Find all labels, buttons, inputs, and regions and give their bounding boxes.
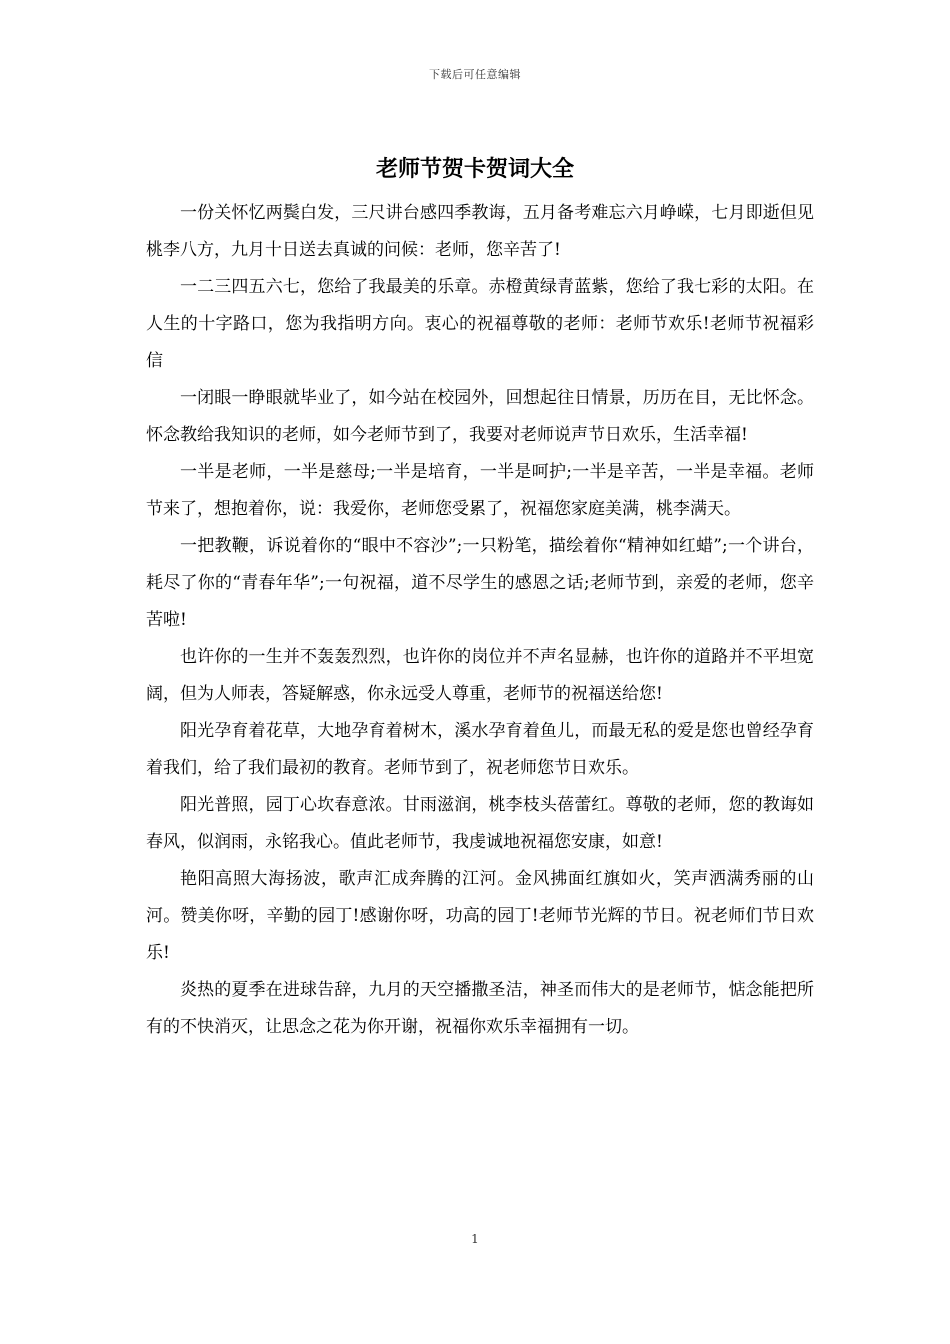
paragraph: 炎热的夏季在进球告辞，九月的天空播撒圣洁，神圣而伟大的是老师节，惦念能把所有的不快消灭，让思念之花为你开谢，祝福你欢乐幸福拥有一切。: [146, 980, 814, 1037]
document-body: [146, 195, 814, 1046]
paragraph: 一闭眼一睁眼就毕业了，如今站在校园外，回想起往日情景，历历在目，无比怀念。怀念教给我知识的老师，如今老师节到了，我要对老师说声节日欢乐，生活幸福!: [146, 388, 814, 445]
paragraph: 一把教鞭，诉说着你的“眼中不容沙”;一只粉笔，描绘着你“精神如红蜡”;一个讲台，耗尽了你的“青春年华”;一句祝福，道不尽学生的感恩之话;老师节到，亲爱的老师，您辛苦啦!: [146, 536, 814, 630]
paragraph: 阳光普照，园丁心坎春意浓。甘雨滋润，桃李枝头蓓蕾红。尊敬的老师，您的教诲如春风，似润雨，永铭我心。值此老师节，我虔诚地祝福您安康，如意!: [146, 795, 814, 852]
paragraph: 一份关怀忆两鬓白发，三尺讲台感四季教诲，五月备考难忘六月峥嵘，七月即逝但见桃李八方，九月十日送去真诚的问候：老师，您辛苦了!: [146, 203, 814, 260]
paragraph: 一半是老师，一半是慈母;一半是培育，一半是呵护;一半是辛苦，一半是幸福。老师节来了，想抱着你，说：我爱你，老师您受累了，祝福您家庭美满，桃李满天。: [146, 462, 814, 519]
paragraph: 一二三四五六七，您给了我最美的乐章。赤橙黄绿青蓝紫，您给了我七彩的太阳。在人生的十字路口，您为我指明方向。衷心的祝福尊敬的老师：老师节欢乐!老师节祝福彩信: [146, 277, 814, 371]
paragraph: 也许你的一生并不轰轰烈烈，也许你的岗位并不声名显赫，也许你的道路并不平坦宽阔，但为人师表，答疑解惑，你永远受人尊重，老师节的祝福送给您!: [146, 647, 814, 704]
paragraph: 艳阳高照大海扬波，歌声汇成奔腾的江河。金风拂面红旗如火，笑声洒满秀丽的山河。赞美你呀，辛勤的园丁!感谢你呀，功高的园丁!老师节光辉的节日。祝老师们节日欢乐!: [146, 869, 814, 963]
page-number: 1: [471, 1232, 479, 1246]
paragraph: 阳光孕育着花草，大地孕育着树木，溪水孕育着鱼儿，而最无私的爱是您也曾经孕育着我们，给了我们最初的教育。老师节到了，祝老师您节日欢乐。: [146, 721, 814, 778]
document-title: 老师节贺卡贺词大全: [375, 157, 574, 182]
header-note: 下载后可任意编辑: [429, 68, 521, 81]
